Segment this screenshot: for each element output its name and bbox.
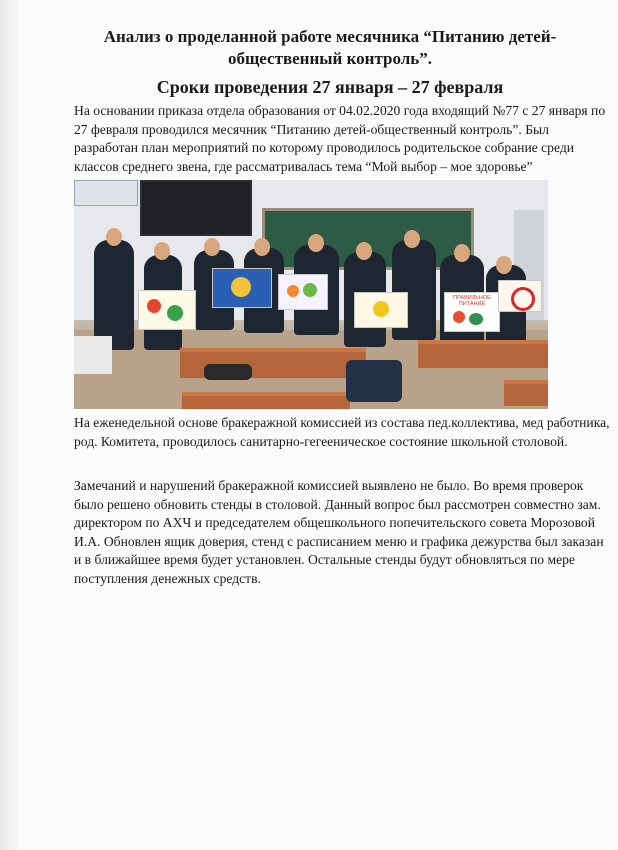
poster-drawing — [212, 268, 272, 308]
photo-cloth — [74, 336, 112, 374]
photo-tv — [140, 180, 252, 236]
poster-drawing — [498, 280, 542, 312]
student-head — [254, 238, 270, 256]
scan-edge — [0, 0, 18, 850]
student-figure — [94, 240, 134, 350]
photo-shelf — [74, 180, 138, 206]
student-head — [496, 256, 512, 274]
poster-drawing — [354, 292, 408, 328]
student-head — [154, 242, 170, 260]
student-head — [404, 230, 420, 248]
poster-shape — [167, 305, 183, 321]
poster-drawing — [138, 290, 196, 330]
poster-shape — [511, 287, 535, 311]
photo-backpack — [346, 360, 402, 402]
poster-shape — [453, 311, 465, 323]
poster-shape — [147, 299, 161, 313]
photo-bag — [204, 364, 252, 380]
poster-healthy-eating — [444, 292, 500, 332]
student-head — [454, 244, 470, 262]
student-head — [204, 238, 220, 256]
document-title — [60, 26, 600, 70]
poster-caption-line2: ПИТАНИЕ — [458, 301, 486, 307]
paragraph-results: Замечаний и нарушений бракеражной комиссией выявлено не было. Во время проверок было решено обновить стенды в столовой. Данный вопрос был рассмотрен совместно зам. директором по АХЧ и председателем общешкольного попечительского совета Морозовой И.А. Обновлен ящик доверия, стенд с расписанием меню и графика дежурства был заказан и в ближайшее время будет установлен. Остальные стенды будут обновляться по мере поступления денежных средств. — [74, 478, 604, 586]
poster-shape — [303, 283, 317, 297]
paragraph-commission: На еженедельной основе бракеражной комиссией из состава пед.коллектива, мед работника, род. Комитета, проводилось санитарно-гегееническое состояние школьной столовой. — [74, 415, 610, 449]
title-line-1: Анализ о проделанной работе месячника “Питанию детей- — [103, 27, 557, 46]
poster-caption — [447, 295, 497, 307]
photo-desk — [182, 392, 350, 409]
poster-shape — [373, 301, 389, 317]
poster-drawing — [278, 274, 328, 310]
paragraph-intro: На основании приказа отдела образования от 04.02.2020 года входящий №77 с 27 января по 27 февраля проводился месячник “Питанию детей-общественный контроль”. Был разработан план мероприятий по которому проводилось родительское собрание среди классов среднего звена, где рассматривалась тема “Мой выбор – мое здоровье” — [74, 103, 606, 174]
student-head — [106, 228, 122, 246]
poster-caption-line1: ПРАВИЛЬНОЕ — [453, 295, 491, 301]
student-head — [308, 234, 324, 252]
student-head — [356, 242, 372, 260]
class-photo — [74, 180, 548, 409]
photo-desk — [418, 340, 548, 368]
document-subtitle: Сроки проведения 27 января – 27 февраля — [156, 77, 504, 97]
title-line-2: общественный контроль”. — [227, 49, 433, 68]
poster-shape — [231, 277, 251, 297]
poster-shape — [469, 313, 483, 325]
photo-desk — [504, 380, 548, 406]
poster-shape — [287, 285, 299, 297]
